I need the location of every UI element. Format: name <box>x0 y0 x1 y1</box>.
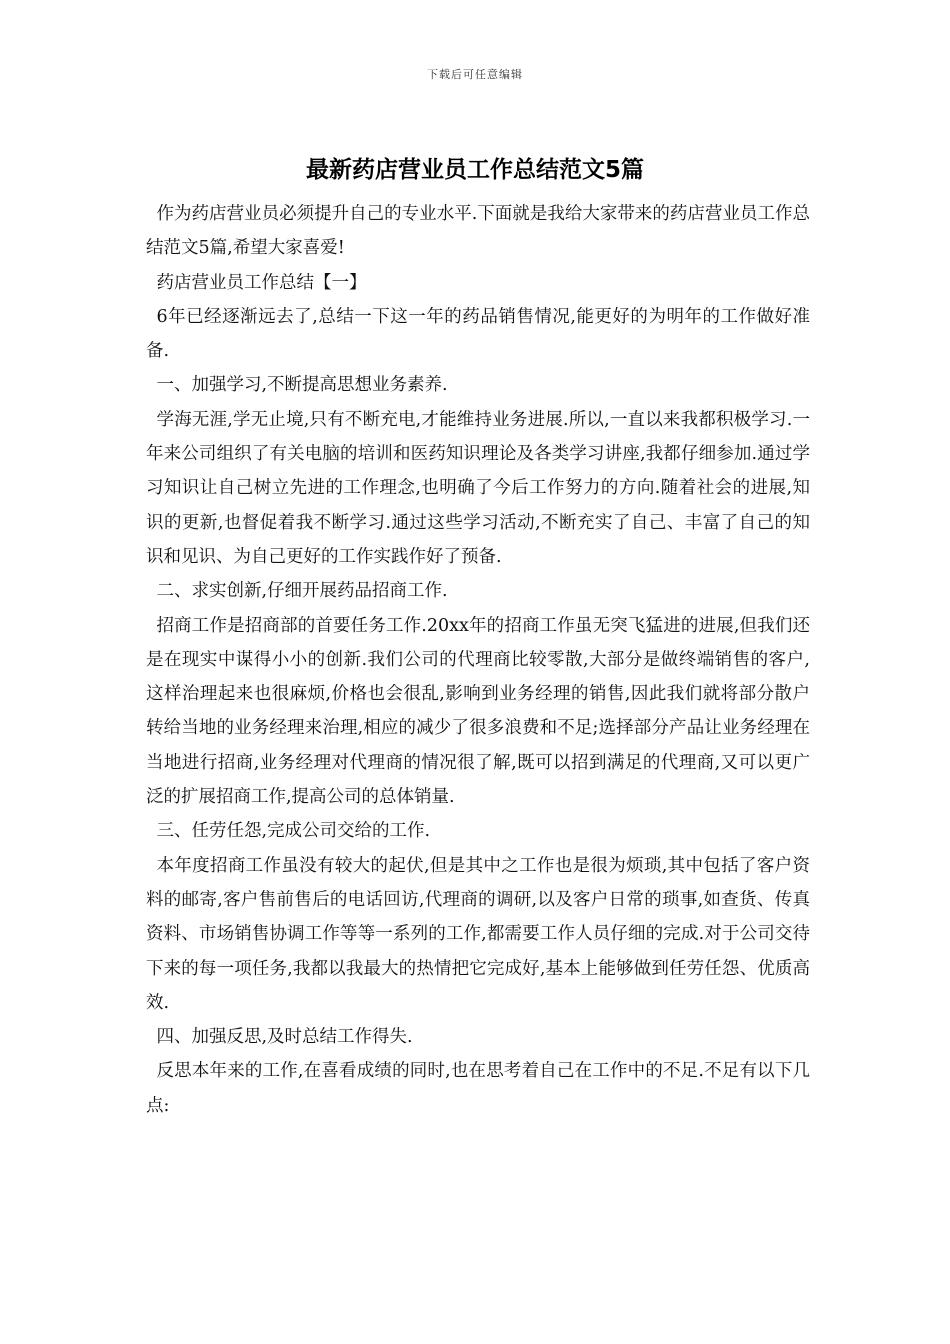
body-paragraph: 学海无涯,学无止境,只有不断充电,才能维持业务进展.所以,一直以来我都积极学习.一年来公司组织了有关电脑的培训和医药知识理论及各类学习讲座,我都仔细参加.通过学习知识让自己树立先进的工作理念,也明确了今后工作努力的方向.随着社会的进展,知识的更新,也督促着我不断学习.通过这些学习活动,不断充实了自己、丰富了自己的知识和见识、为自己更好的工作实践作好了预备. <box>146 409 810 567</box>
document-body <box>146 197 810 1123</box>
subheading: 一、加强学习,不断提高思想业务素养. <box>156 375 448 396</box>
section-heading-1: 药店营业员工作总结【一】 <box>156 272 367 293</box>
body-paragraph: 招商工作是招商部的首要任务工作.20xx年的招商工作虽无突飞猛进的进展,但我们还是在现实中谋得小小的创新.我们公司的代理商比较零散,大部分是做终端销售的客户,这样治理起来也很麻烦,价格也会很乱,影响到业务经理的销售,因此我们就将部分散户转给当地的业务经理来治理,相应的减少了很多浪费和不足;选择部分产品让业务经理在当地进行招商,业务经理对代理商的情况很了解,既可以招到满足的代理商,又可以更广泛的扩展招商工作,提高公司的总体销量. <box>146 615 810 808</box>
body-paragraph: 本年度招商工作虽没有较大的起伏,但是其中之工作也是很为烦琐,其中包括了客户资料的邮寄,客户售前售后的电话回访,代理商的调研,以及客户日常的琐事,如查货、传真资料、市场销售协调工作等等一系列的工作,都需要工作人员仔细的完成.对于公司交待下来的每一项任务,我都以我最大的热情把它完成好,基本上能够做到任劳任怨、优质高效. <box>146 855 810 1013</box>
header-note: 下载后可任意编辑 <box>427 68 523 81</box>
body-paragraph: 6年已经逐渐远去了,总结一下这一年的药品销售情况,能更好的为明年的工作做好准备. <box>146 306 810 362</box>
subheading: 三、任劳任怨,完成公司交给的工作. <box>156 821 431 842</box>
intro-paragraph: 作为药店营业员必须提升自己的专业水平.下面就是我给大家带来的药店营业员工作总结范文5篇,希望大家喜爱! <box>146 204 810 259</box>
document-title: 最新药店营业员工作总结范文5篇 <box>305 157 644 183</box>
body-paragraph: 反思本年来的工作,在喜看成绩的同时,也在思考着自己在工作中的不足.不足有以下几点: <box>146 1061 810 1116</box>
subheading: 四、加强反思,及时总结工作得失. <box>156 1027 413 1048</box>
subheading: 二、求实创新,仔细开展药品招商工作. <box>156 581 448 602</box>
